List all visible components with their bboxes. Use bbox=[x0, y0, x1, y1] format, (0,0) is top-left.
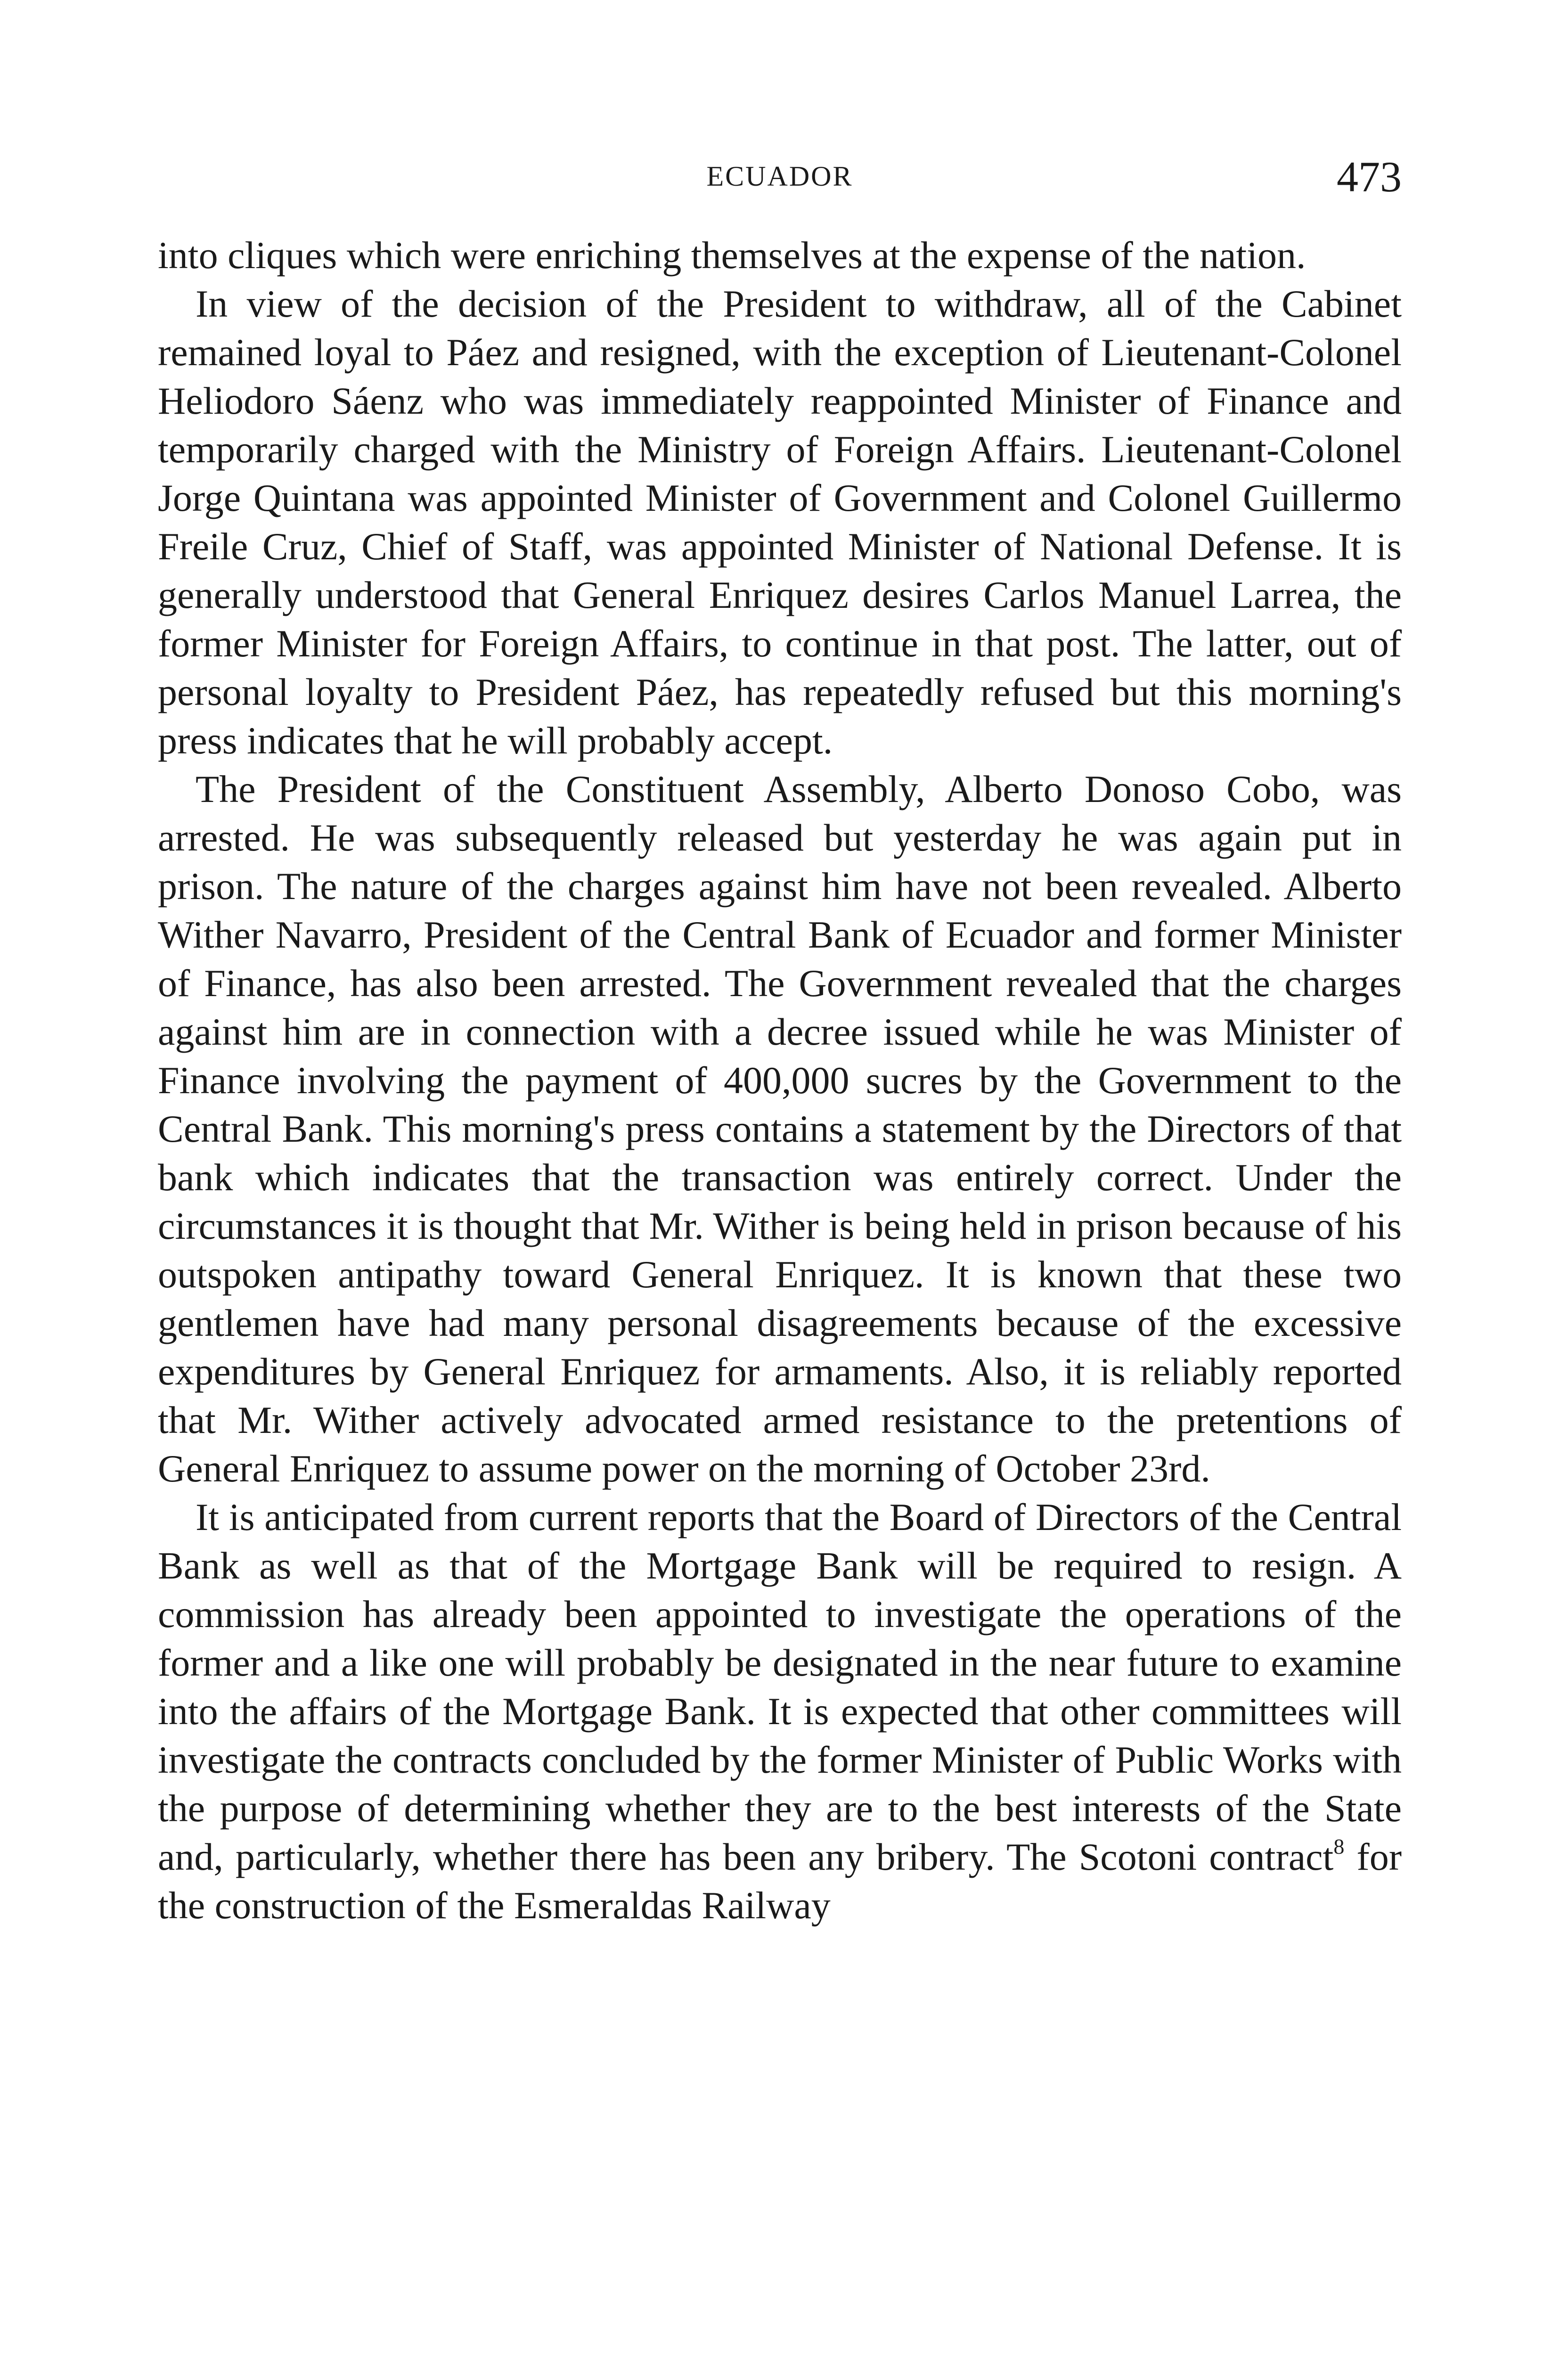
paragraph-banks-tail: for the construction of the Esmeraldas Railway bbox=[158, 1835, 1402, 1927]
paragraph-arrests: The President of the Constituent Assembly, Alberto Donoso Cobo, was arrested. He was subsequently released but yesterday he was again put in prison. The nature of the charges against him have not been revealed. Alberto Wither Navarro, President of the Central Bank of Ecuador and former Minister of Finance, has also been arrested. The Government revealed that the charges against him are in connection with a decree issued while he was Minister of Finance involving the payment of 400,000 sucres by the Government to the Central Bank. This morning's press contains a statement by the Directors of that bank which indicates that the transaction was entirely correct. Under the circumstances it is thought that Mr. Wither is being held in prison because of his outspoken antipathy toward General Enriquez. It is known that these two gentlemen have had many personal disagreements because of the excessive expenditures by General Enriquez for armaments. Also, it is reliably reported that Mr. Wither actively advocated armed resistance to the pretentions of General Enriquez to assume power on the morning of October 23rd. bbox=[158, 768, 1402, 1490]
paragraph-continuation: into cliques which were enriching themselves at the expense of the nation. bbox=[158, 234, 1306, 277]
footnote-reference[interactable]: 8 bbox=[1333, 1834, 1345, 1858]
page-number: 473 bbox=[1337, 153, 1402, 201]
paragraph-cabinet: In view of the decision of the President to withdraw, all of the Cabinet remained loyal to Páez and resigned, with the exception of Lieutenant-Colonel Heliodoro Sáenz who was immediately reappointed Minister of Finance and temporarily charged with the Ministry of Foreign Affairs. Lieutenant-Colonel Jorge Quintana was appointed Minister of Government and Colonel Guillermo Freile Cruz, Chief of Staff, was appointed Minister of National Defense. It is generally understood that General Enriquez desires Carlos Manuel Larrea, the former Minister for Foreign Affairs, to continue in that post. The latter, out of personal loyalty to President Páez, has repeatedly refused but this morning's press indicates that he will probably accept. bbox=[158, 282, 1402, 762]
body-text bbox=[158, 231, 1402, 1930]
paragraph-banks-text: It is anticipated from current reports that the Board of Directors of the Central Bank as well as that of the Mortgage Bank will be required to resign. A commission has already been appointed to investigate the operations of the former and a like one will probably be designated in the near future to examine into the affairs of the Mortgage Bank. It is expected that other committees will investigate the contracts concluded by the former Minister of Public Works with the purpose of determining whether they are to the best interests of the State and, particularly, whether there has been any bribery. The Scotoni contract bbox=[158, 1496, 1402, 1878]
paragraph-banks bbox=[158, 1493, 1402, 1930]
running-head: ECUADOR bbox=[706, 161, 853, 192]
page-header bbox=[158, 152, 1402, 204]
